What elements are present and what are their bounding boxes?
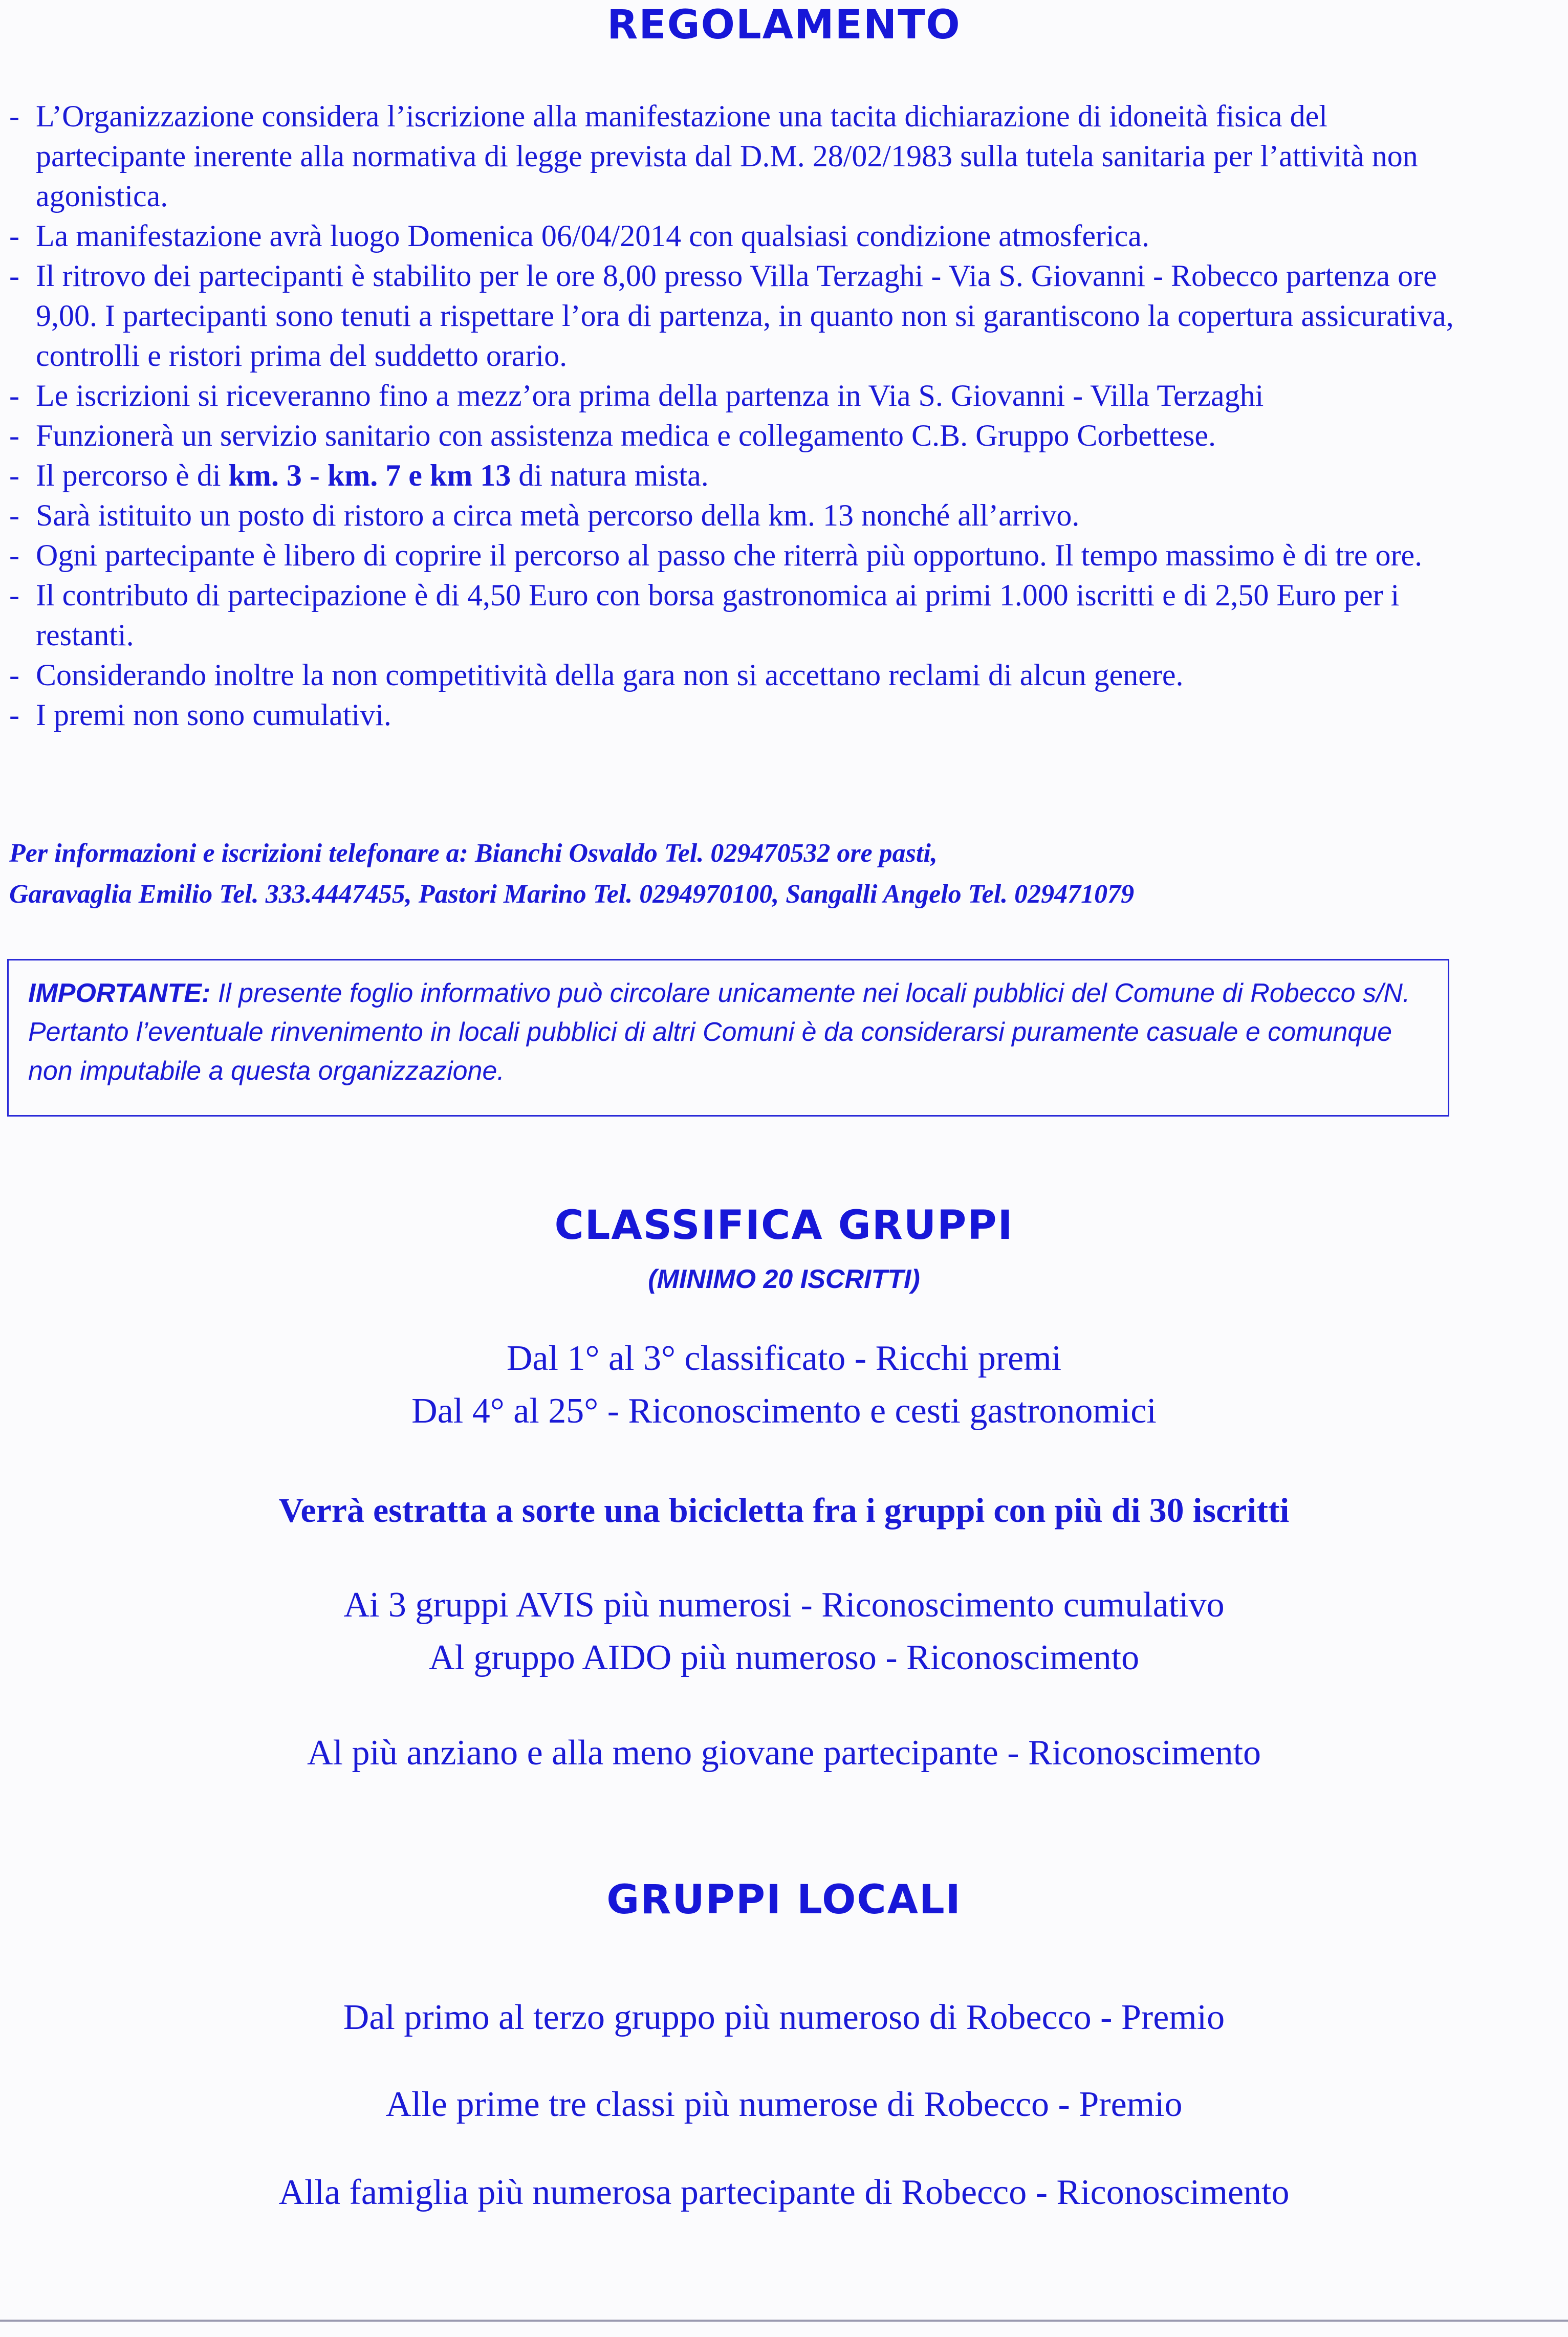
bicycle-draw: Verrà estratta a sorte una bicicletta fra i gruppi con più di 30 iscritti — [278, 1491, 1290, 1530]
gruppi-locali-line-1: Dal primo al terzo gruppo più numeroso di Robecco - Premio — [343, 1998, 1225, 2037]
important-notice-box — [7, 959, 1449, 1117]
rule-item: - Le iscrizioni si riceveranno fino a mezz’ora prima della partenza in Via S. Giovanni - Villa Terzaghi — [9, 376, 1473, 416]
aido-prize: Al gruppo AIDO più numeroso - Riconoscimento — [428, 1638, 1140, 1677]
contacts-line-1: Per informazioni e iscrizioni telefonare a: Bianchi Osvaldo Tel. 029470532 ore pasti, — [9, 839, 938, 868]
avis-prize: Ai 3 gruppi AVIS più numerosi - Riconoscimento cumulativo — [343, 1585, 1225, 1625]
percorso-suffix: di natura mista. — [518, 458, 709, 492]
regolamento-title: REGOLAMENTO — [607, 2, 961, 48]
gruppi-locali-line-3: Alla famiglia più numerosa partecipante di Robecco - Riconoscimento — [278, 2173, 1290, 2212]
rule-item: - Considerando inoltre la non competitività della gara non si accettano reclami di alcun genere. — [9, 655, 1473, 695]
rule-item-percorso — [9, 455, 1473, 495]
gruppi-locali-line-2: Alle prime tre classi più numerose di Robecco - Premio — [385, 2085, 1183, 2124]
classifica-subtitle: (MINIMO 20 ISCRITTI) — [648, 1264, 920, 1294]
classifica-prize-2: Dal 4° al 25° - Riconoscimento e cesti gastronomici — [411, 1391, 1157, 1431]
contacts-line-2: Garavaglia Emilio Tel. 333.4447455, Pastori Marino Tel. 0294970100, Sangalli Angelo Tel. 029471079 — [9, 880, 1135, 909]
percorso-prefix: Il percorso è di — [36, 458, 221, 492]
rule-item: - L’Organizzazione considera l’iscrizione alla manifestazione una tacita dichiarazione di idoneità fisica del partecipante inerente alla normativa di legge prevista dal D.M. 28/02/1983 sulla tutela sanitaria per l’attività non agonistica. — [9, 96, 1473, 216]
percorso-distances: km. 3 - km. 7 e km 13 — [228, 458, 511, 492]
rule-item: - La manifestazione avrà luogo Domenica 06/04/2014 con qualsiasi condizione atmosferica. — [9, 216, 1473, 256]
gruppi-locali-title: GRUPPI LOCALI — [606, 1877, 962, 1923]
rules-list — [9, 96, 1473, 735]
notice-text: Il presente foglio informativo può circolare unicamente nei locali pubblici del Comune di Robecco s/N. Pertanto l’eventuale rinvenimento in locali pubblici di altri Comuni è da considerarsi puramente casuale e comunque non imputabile a questa organizzazione. — [28, 978, 1410, 1086]
notice-label: IMPORTANTE: — [28, 978, 211, 1008]
classifica-prize-1: Dal 1° al 3° classificato - Ricchi premi — [506, 1339, 1062, 1378]
contacts-block — [9, 833, 1493, 915]
rule-item: - Sarà istituito un posto di ristoro a circa metà percorso della km. 13 nonché all’arrivo. — [9, 495, 1473, 535]
classifica-title: CLASSIFICA GRUPPI — [554, 1203, 1014, 1249]
rule-item: - Ogni partecipante è libero di coprire il percorso al passo che riterrà più opportuno. Il tempo massimo è di tre ore. — [9, 535, 1473, 575]
anziano-prize: Al più anziano e alla meno giovane partecipante - Riconoscimento — [307, 1733, 1261, 1773]
bottom-divider — [0, 2320, 1568, 2322]
rule-item: - Funzionerà un servizio sanitario con assistenza medica e collegamento C.B. Gruppo Corbettese. — [9, 416, 1473, 455]
rule-item: - Il contributo di partecipazione è di 4,50 Euro con borsa gastronomica ai primi 1.000 iscritti e di 2,50 Euro per i restanti. — [9, 575, 1473, 655]
rule-item: - I premi non sono cumulativi. — [9, 695, 1473, 735]
rule-item: - Il ritrovo dei partecipanti è stabilito per le ore 8,00 presso Villa Terzaghi - Via S. Giovanni - Robecco partenza ore 9,00. I partecipanti sono tenuti a rispettare l’ora di partenza, in quanto non si garantiscono la copertura assicurativa, controlli e ristori prima del suddetto orario. — [9, 256, 1473, 376]
